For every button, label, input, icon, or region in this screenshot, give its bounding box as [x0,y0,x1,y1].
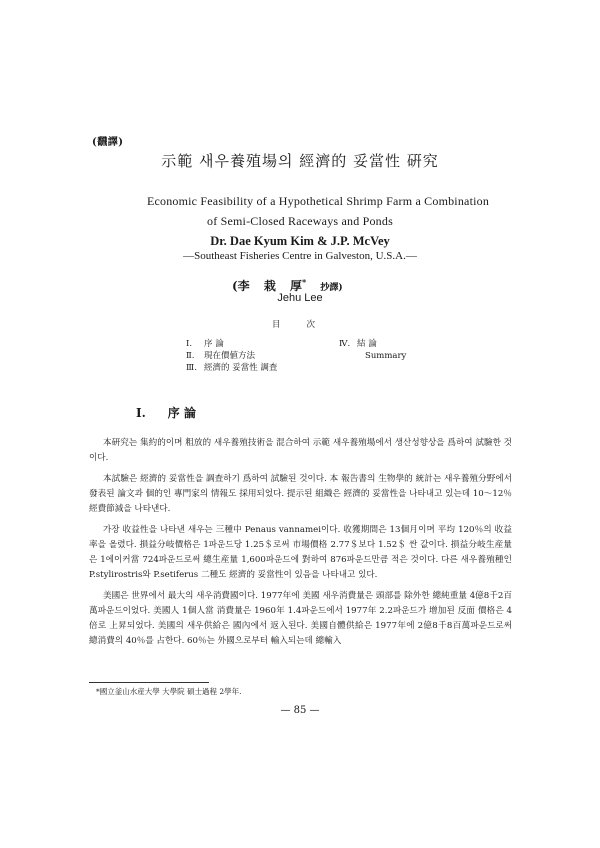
section-title: 序 論 [167,406,196,420]
translator-role: 抄譯) [320,283,343,293]
authors: Dr. Dae Kyum Kim & J.P. McVey [210,234,390,248]
english-title-line-2: of Semi-Closed Raceways and Ponds [207,214,393,228]
toc-item: Ⅳ. 結 論 [339,339,377,349]
footnote-divider [89,682,209,683]
toc-heading: 目次 [272,320,342,330]
korean-title: 示範 새우養殖場의 經濟的 妥當性 硏究 [161,152,439,170]
affiliation: —Southeast Fisheries Centre in Galveston, U.S.A.— [183,250,417,262]
toc-item: Ⅰ. 序 論 [186,339,224,349]
section-heading [136,404,218,421]
footnote: *國立釜山水産大學 大學院 碩士過程 2學年. [96,687,242,696]
footnote-mark: * [302,277,307,287]
toc-left-column [186,338,277,374]
body-text [89,436,512,655]
paragraph: 美國은 世界에서 最大의 새우消費國이다. 1977年에 美國 새우消費量은 頭部를 除外한 總純重量 4億8千2百萬파운드이었다. 美國人 1個人當 消費量은 1960年 1.4파운드에서 1977年 2.2파운드가 增加된 反面 價格은 4倍로 上昇되었다. 美國의 새우供給은 國內에서 返入된다. 美國自體供給은 1977年에 2億8千8百萬파운드로써 總消費의 40％를 占한다. 60％는 外國으로부터 輸入되는데 總輸入 [89,591,512,646]
page-number: — 85 — [280,705,320,716]
paragraph: 本試驗은 經濟的 妥當性을 調査하기 爲하여 試驗된 것이다. 本 報告書의 生物學的 統計는 새우養殖分野에서 發表된 論文과 個的인 專門家의 情報도 採用되었다. 提示된 組織은 經濟的 妥當性을 나타내고 있는데 10～12％ 經費節減을 나타낸다. [89,474,512,514]
section-number: Ⅰ. [136,406,146,420]
translation-label: (飜譯) [92,137,124,148]
paragraph: 가장 收益性을 나타낸 새우는 三種中 Penaus vannamei이다. 收獲期間은 13個月이며 平均 120％의 收益率을 올렸다. 損益分岐價格은 1파운드당 1.25＄로써 市場價格 2.77＄보다 1.52＄ 싼 값이다. 損益分岐生産量은 1에이커當 724파운드로써 總生産量 1,600파운드에 對하여 876파운드만큼 적은 것이다. 다른 새우養殖種인 P.stylirostris와 P.setiferus 二種도 經濟的 妥當性이 있음을 나타내고 있다. [89,525,512,580]
toc-item: Ⅱ. 現在價値方法 [186,351,256,361]
toc-right-column [339,338,406,362]
toc-item-summary: Summary [365,351,407,361]
paragraph: 本硏究는 集約的이며 粗放的 새우養殖技術을 混合하여 示範 새우養殖場에서 생산성향상을 爲하여 試驗한 것이다. [89,438,512,463]
translator-name-english: Jehu Lee [277,292,323,304]
english-title-line-1: Economic Feasibility of a Hypothetical Shrimp Farm a Combination [146,194,490,208]
toc-item: Ⅲ. 經濟的 妥當性 調査 [186,363,278,373]
translator-name-hanja: (李 栽 厚 [232,279,303,293]
